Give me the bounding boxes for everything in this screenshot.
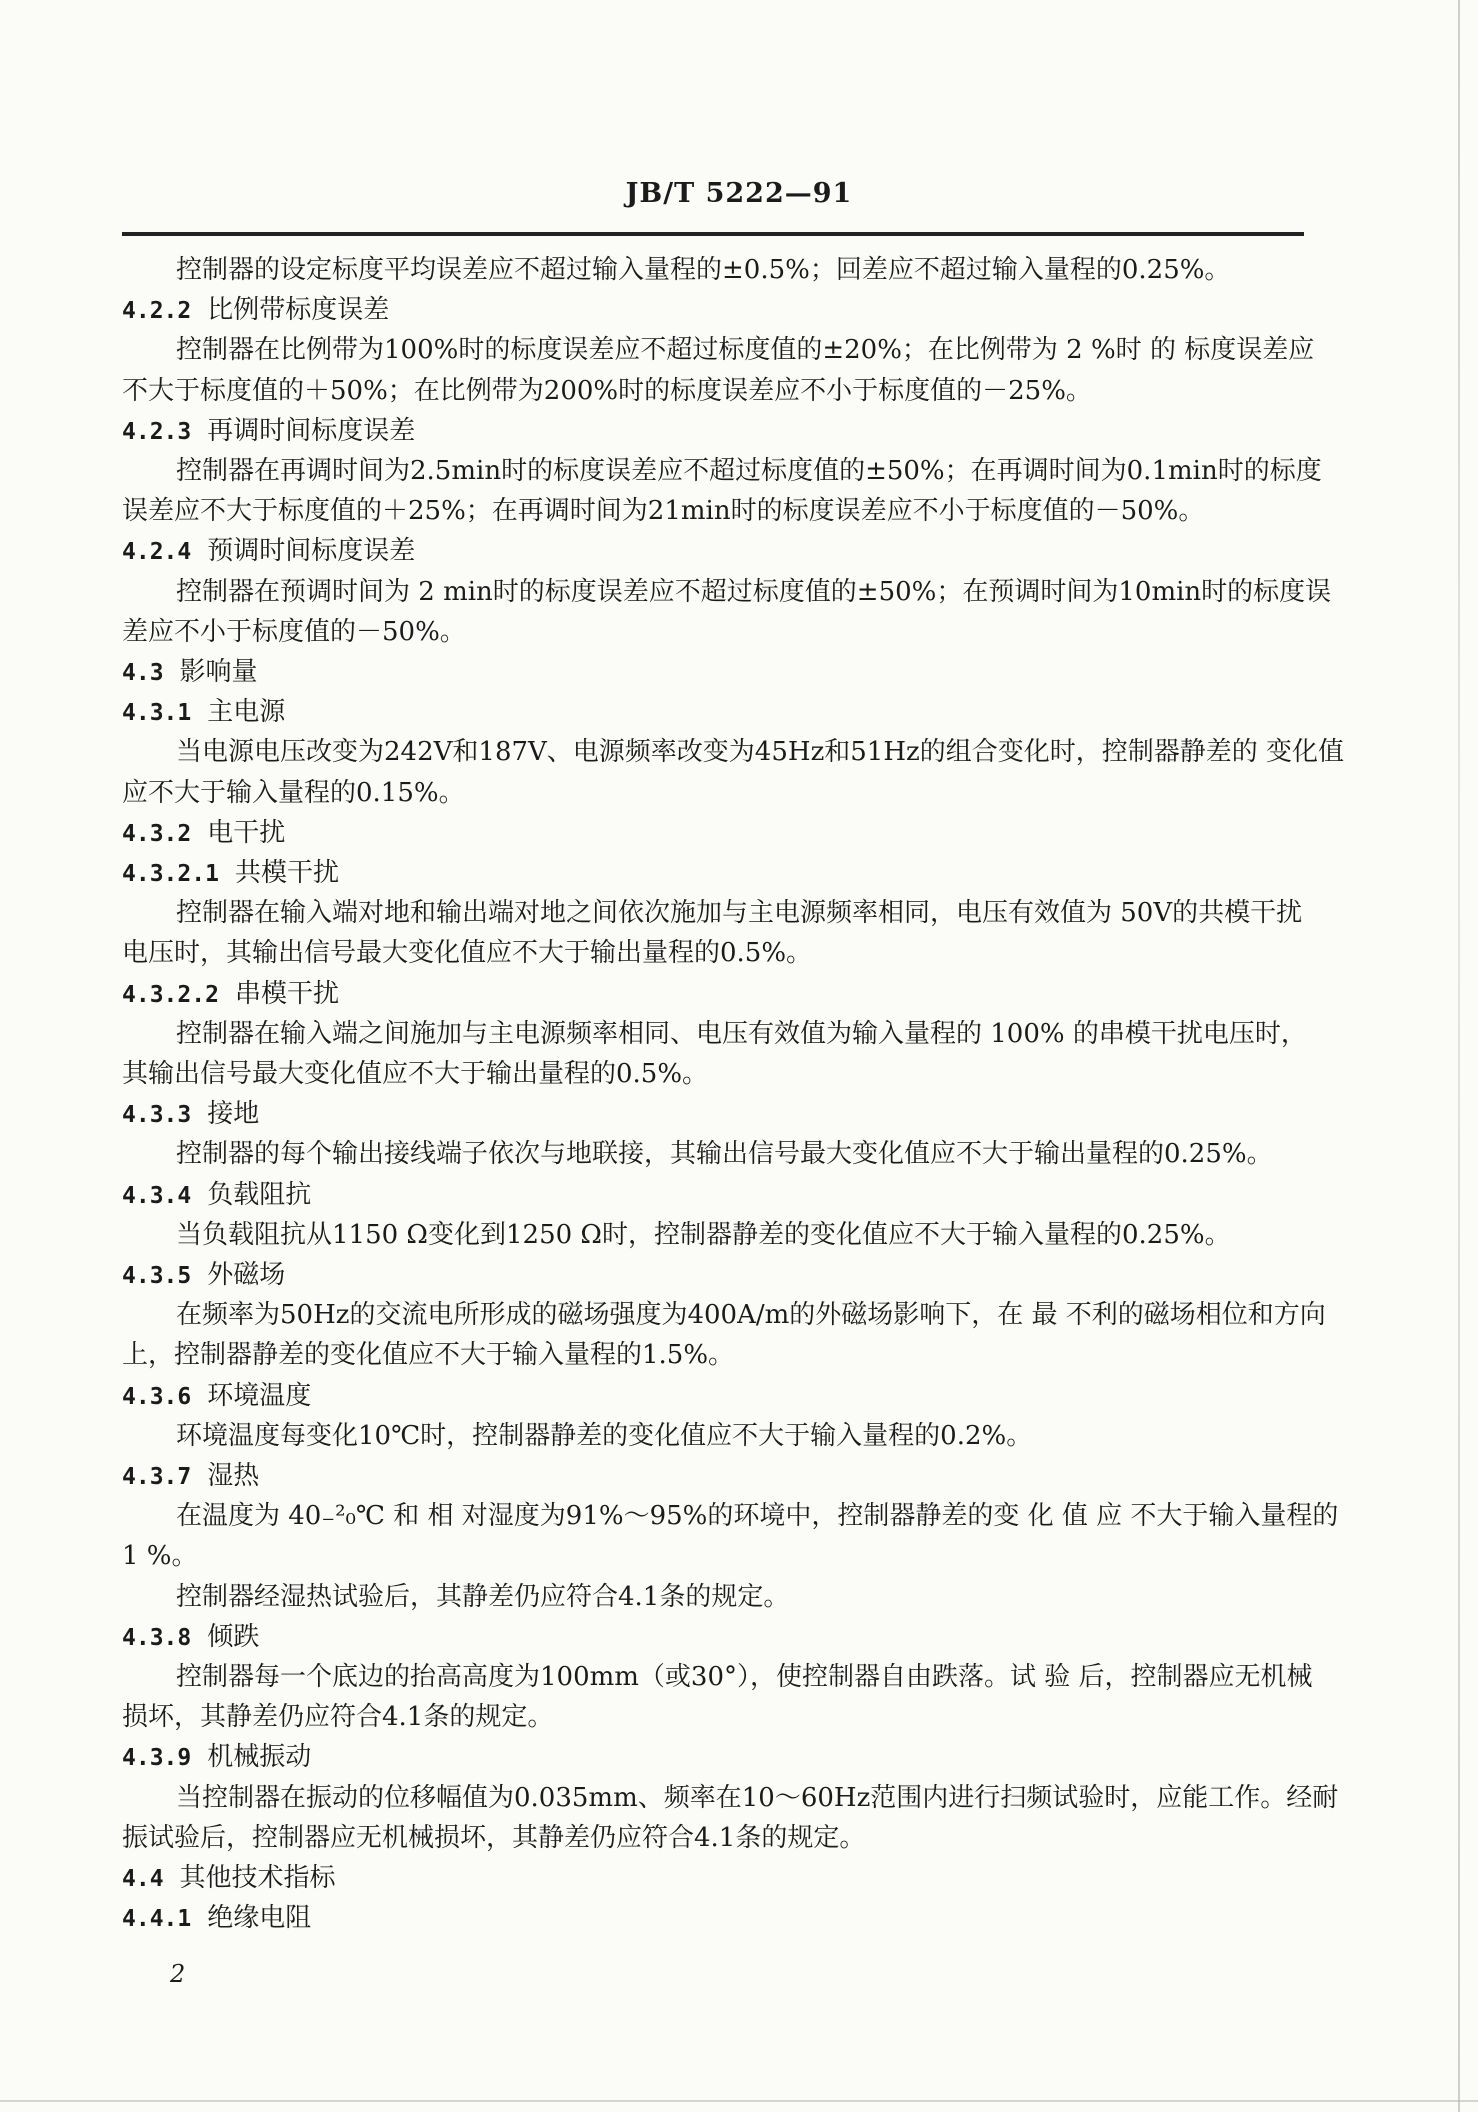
section-number: 4.3.3 <box>122 1102 192 1128</box>
paragraph-continuation-line: 差应不小于标度值的－50%。 <box>122 617 466 647</box>
section-title: 机械振动 <box>207 1742 312 1772</box>
paragraph-first-line: 当电源电压改变为242V和187V、电源频率改变为45Hz和51Hz的组合变化时，控制器静差的 变化值 <box>176 737 1344 767</box>
paragraph-first-line: 控制器在输入端之间施加与主电源频率相同、电压有效值为输入量程的 100% 的串模干扰电压时， <box>176 1019 1307 1049</box>
section-heading <box>122 696 285 729</box>
section-heading <box>122 817 285 850</box>
section-number: 4.2.3 <box>122 419 192 445</box>
paragraph-first-line: 控制器在再调时间为2.5min时的标度误差应不超过标度值的±50%；在再调时间为0.1min时的标度 <box>176 456 1322 486</box>
section-heading <box>122 1862 336 1895</box>
section-number: 4.3.2.2 <box>122 982 219 1008</box>
section-number: 4.4 <box>122 1866 164 1892</box>
section-number: 4.3.1 <box>122 700 192 726</box>
paragraph-first-line: 控制器经湿热试验后，其静差仍应符合4.1条的规定。 <box>176 1582 790 1612</box>
section-title: 再调时间标度误差 <box>207 416 416 446</box>
paragraph-continuation-line: 损坏，其静差仍应符合4.1条的规定。 <box>122 1702 554 1732</box>
paragraph-first-line: 控制器的每个输出接线端子依次与地联接，其输出信号最大变化值应不大于输出量程的0.25%。 <box>176 1139 1273 1169</box>
section-number: 4.3.9 <box>122 1745 192 1771</box>
paragraph-continuation-line: 误差应不大于标度值的＋25%；在再调时间为21min时的标度误差应不小于标度值的－50%。 <box>122 496 1205 526</box>
paragraph-first-line: 控制器在比例带为100%时的标度误差应不超过标度值的±20%；在比例带为 2 %时 的 标度误差应 <box>176 335 1315 365</box>
section-heading <box>122 857 339 890</box>
paragraph-continuation-line: 电压时，其输出信号最大变化值应不大于输出量程的0.5%。 <box>122 938 813 968</box>
section-heading <box>122 1902 311 1935</box>
section-number: 4.3.7 <box>122 1464 192 1490</box>
paragraph-continuation-line: 不大于标度值的＋50%；在比例带为200%时的标度误差应不小于标度值的－25%。 <box>122 376 1092 406</box>
section-title: 串模干扰 <box>234 979 339 1009</box>
section-title: 预调时间标度误差 <box>207 536 416 566</box>
paragraph-first-line: 控制器每一个底边的抬高高度为100mm（或30°），使控制器自由跌落。试 验 后，控制器应无机械 <box>176 1662 1313 1692</box>
section-title: 其他技术指标 <box>179 1863 336 1893</box>
paragraph-first-line: 在温度为 40₋²₀℃ 和 相 对湿度为91%～95%的环境中，控制器静差的变 化 值 应 不大于输入量程的 <box>176 1501 1339 1531</box>
section-title: 外磁场 <box>207 1260 286 1290</box>
paragraph-continuation-line: 应不大于输入量程的0.15%。 <box>122 778 465 808</box>
paragraph-continuation-line: 1 %。 <box>122 1541 198 1571</box>
section-heading <box>122 415 415 448</box>
header-rule <box>122 232 1304 236</box>
page-number: 2 <box>170 1960 186 1988</box>
section-number: 4.2.2 <box>122 298 192 324</box>
section-title: 负载阻抗 <box>207 1180 312 1210</box>
section-title: 影响量 <box>179 657 258 687</box>
section-title: 共模干扰 <box>234 858 339 888</box>
section-number: 4.3 <box>122 660 164 686</box>
scan-edge-right <box>1458 0 1460 2112</box>
section-number: 4.2.4 <box>122 539 192 565</box>
document-code-header: JB/T 5222—91 <box>625 178 853 209</box>
paragraph-continuation-line: 振试验后，控制器应无机械损坏，其静差仍应符合4.1条的规定。 <box>122 1823 866 1853</box>
section-number: 4.3.2 <box>122 821 192 847</box>
paragraph-continuation-line: 其输出信号最大变化值应不大于输出量程的0.5%。 <box>122 1059 709 1089</box>
section-title: 环境温度 <box>207 1381 312 1411</box>
section-title: 主电源 <box>207 697 286 727</box>
section-heading <box>122 1259 285 1292</box>
section-number: 4.3.8 <box>122 1625 192 1651</box>
section-title: 绝缘电阻 <box>207 1903 312 1933</box>
section-title: 倾跌 <box>207 1622 260 1652</box>
section-number: 4.3.2.1 <box>122 861 219 887</box>
section-heading <box>122 1741 311 1774</box>
paragraph-first-line: 在频率为50Hz的交流电所形成的磁场强度为400A/m的外磁场影响下，在 最 不利的磁场相位和方向 <box>176 1300 1326 1330</box>
paragraph-first-line: 当负载阻抗从1150 Ω变化到1250 Ω时，控制器静差的变化值应不大于输入量程的0.25%。 <box>176 1220 1231 1250</box>
paragraph-first-line: 控制器在输入端对地和输出端对地之间依次施加与主电源频率相同，电压有效值为 50V的共模干扰 <box>176 898 1303 928</box>
paragraph-first-line: 当控制器在振动的位移幅值为0.035mm、频率在10～60Hz范围内进行扫频试验时，应能工作。经耐 <box>176 1783 1339 1813</box>
section-title: 湿热 <box>207 1461 260 1491</box>
paragraph-continuation-line: 上，控制器静差的变化值应不大于输入量程的1.5%。 <box>122 1340 735 1370</box>
paragraph-first-line: 环境温度每变化10℃时，控制器静差的变化值应不大于输入量程的0.2%。 <box>176 1421 1033 1451</box>
section-heading <box>122 656 258 689</box>
section-heading <box>122 535 415 568</box>
paragraph-first-line: 控制器的设定标度平均误差应不超过输入量程的±0.5%；回差应不超过输入量程的0.25%。 <box>176 255 1231 285</box>
section-number: 4.3.4 <box>122 1183 192 1209</box>
section-heading <box>122 1460 259 1493</box>
section-heading <box>122 1098 259 1131</box>
scan-edge-bottom <box>0 2100 1478 2102</box>
paragraph-first-line: 控制器在预调时间为 2 min时的标度误差应不超过标度值的±50%；在预调时间为10min时的标度误 <box>176 577 1332 607</box>
section-number: 4.3.5 <box>122 1263 192 1289</box>
section-title: 接地 <box>207 1099 260 1129</box>
section-title: 电干扰 <box>207 818 286 848</box>
section-heading <box>122 1179 311 1212</box>
section-title: 比例带标度误差 <box>207 295 390 325</box>
section-heading <box>122 1621 259 1654</box>
section-number: 4.3.6 <box>122 1384 192 1410</box>
section-heading <box>122 978 339 1011</box>
section-number: 4.4.1 <box>122 1906 192 1932</box>
section-heading <box>122 294 389 327</box>
section-heading <box>122 1380 311 1413</box>
